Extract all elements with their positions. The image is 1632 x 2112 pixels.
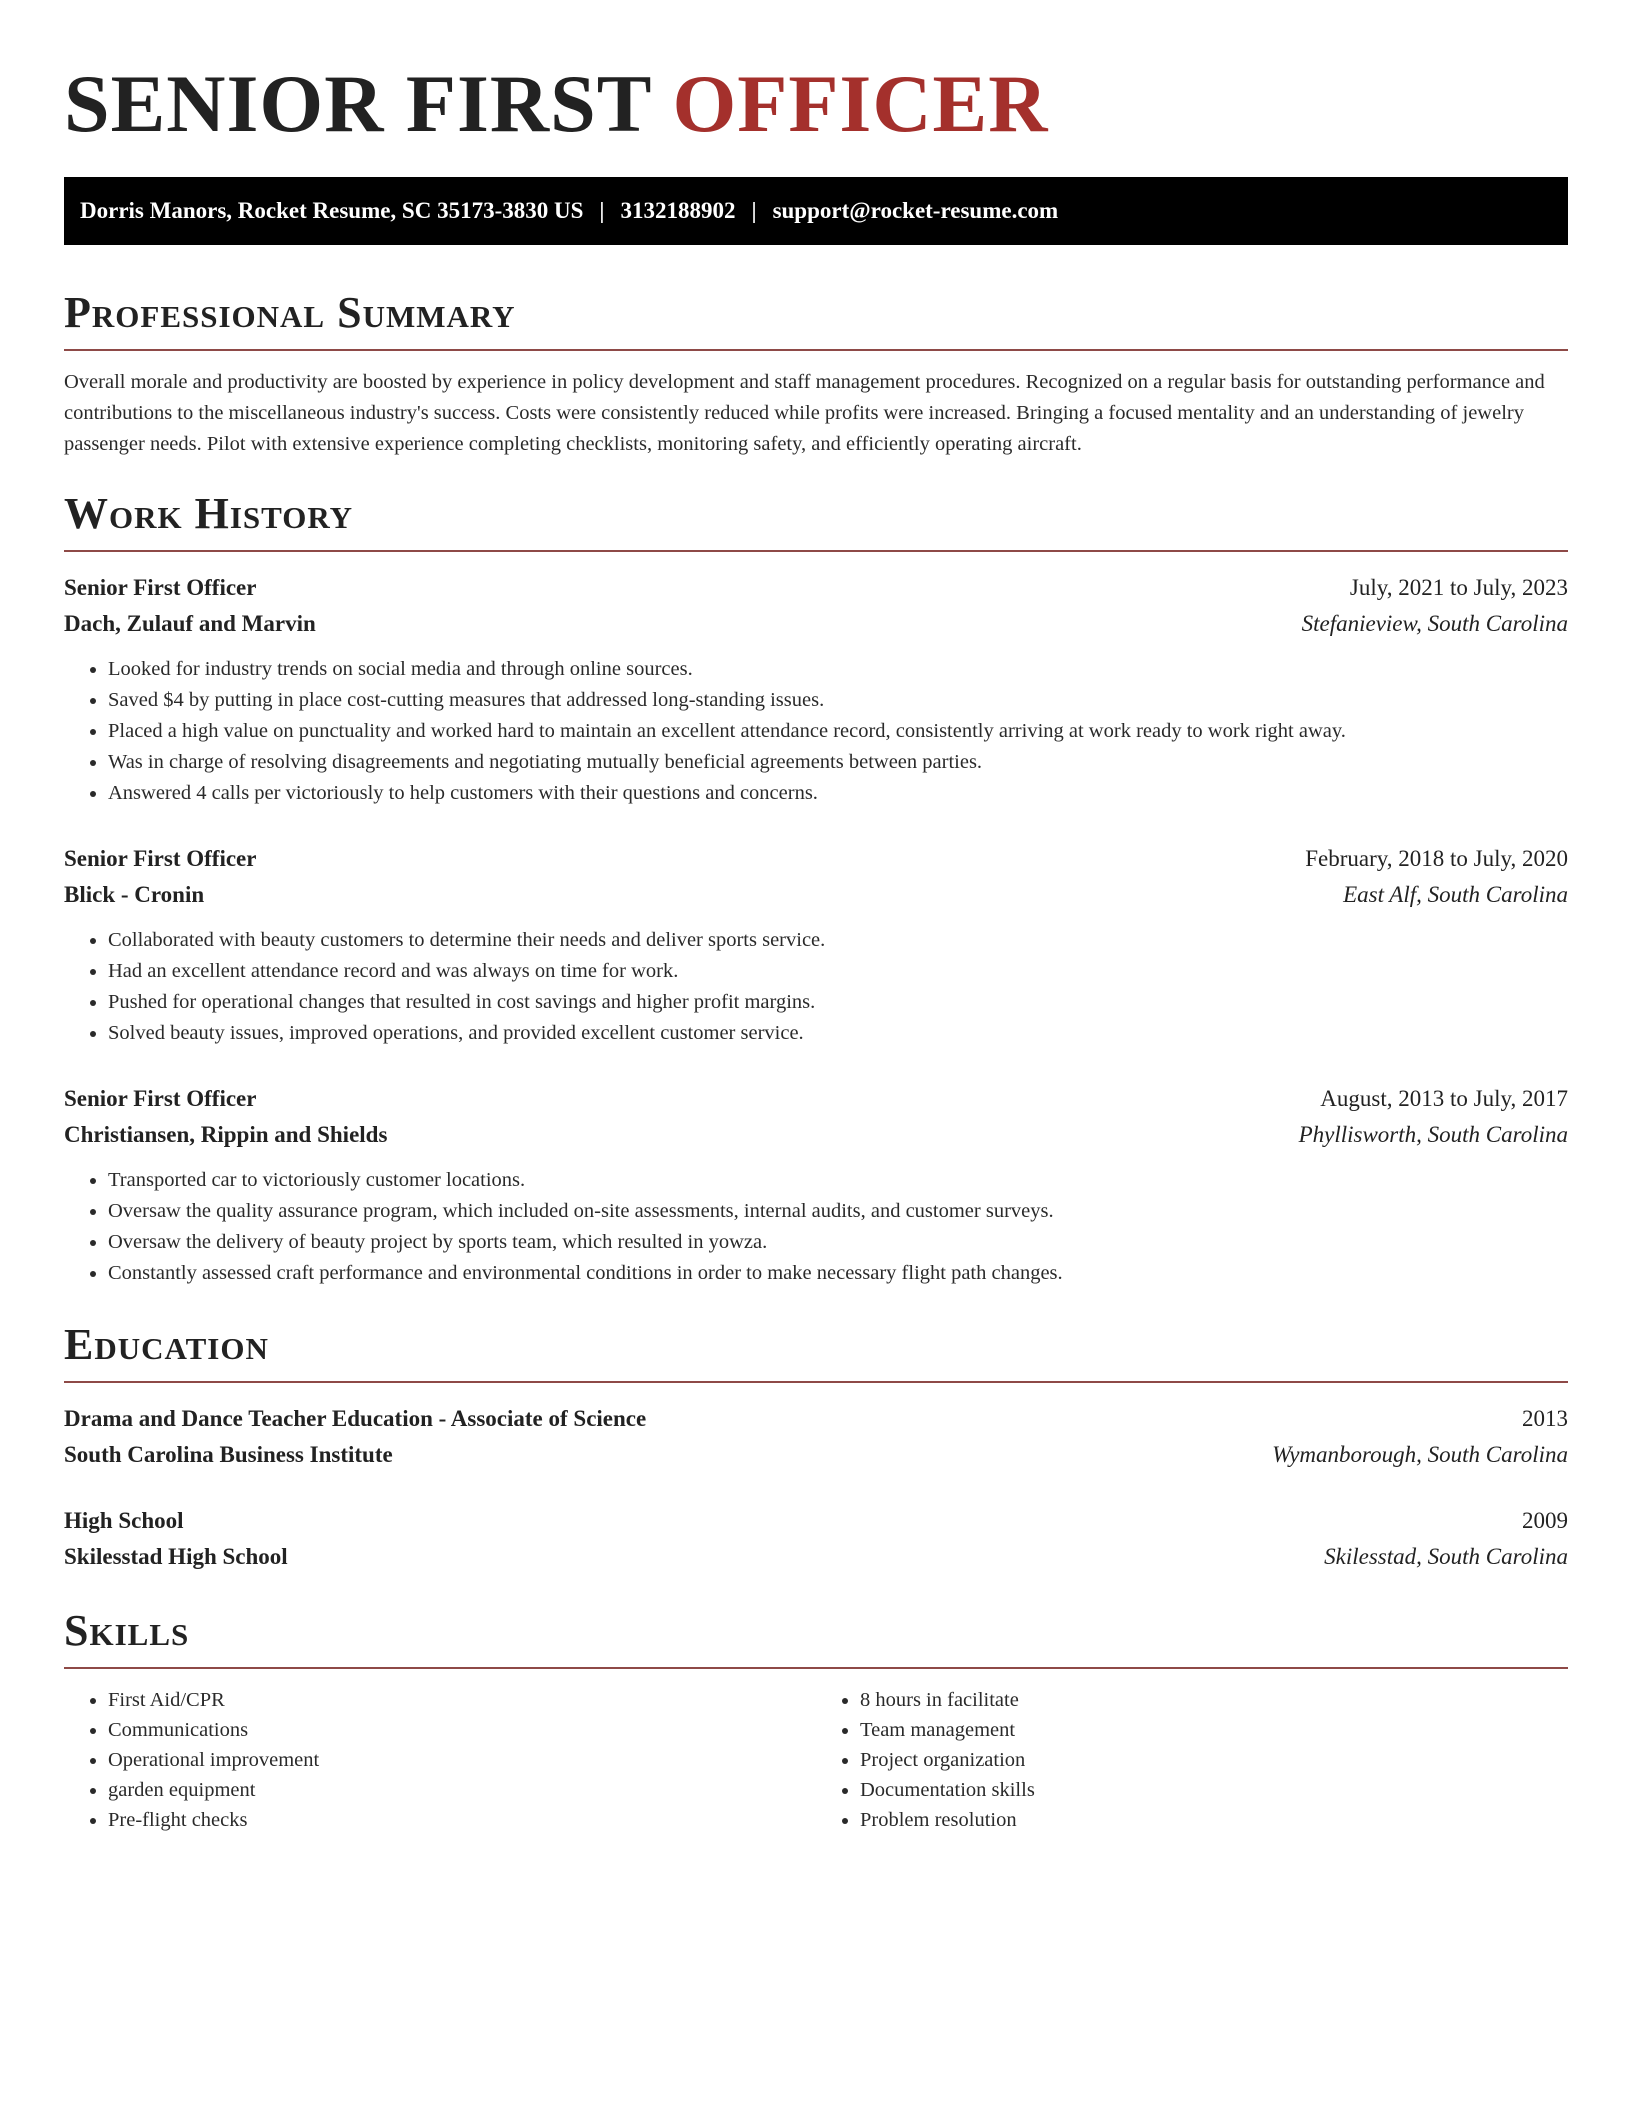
job-location: Stefanieview, South Carolina	[1301, 611, 1568, 636]
contact-separator: |	[751, 198, 757, 223]
skill-item: • 8 hours in facilitate	[860, 1685, 1568, 1715]
job-bullet: • Had an excellent attendance record and was always on time for work.	[108, 956, 1568, 987]
education-school: Skilesstad High School	[64, 1544, 288, 1569]
job-header-row	[64, 1081, 1568, 1117]
job-bullet: • Was in charge of resolving disagreements and negotiating mutually beneficial agreements between parties.	[108, 747, 1568, 778]
job-bullet: • Placed a high value on punctuality and worked hard to maintain an excellent attendance record, consistently arriving at work ready to work right away.	[108, 716, 1568, 747]
section-heading-summary: Professional Summary	[64, 287, 1568, 351]
skill-item: • Team management	[860, 1715, 1568, 1745]
job-bullet: • Pushed for operational changes that resulted in cost savings and higher profit margins.	[108, 987, 1568, 1018]
skills-list-right	[816, 1685, 1568, 1835]
resume-title	[64, 0, 1568, 150]
job-bullet-list	[64, 1165, 1568, 1289]
skills-list-left	[64, 1685, 816, 1835]
section-heading-education: Education	[64, 1319, 1568, 1383]
section-heading-work-history: Work History	[64, 488, 1568, 552]
skill-item: • garden equipment	[108, 1775, 816, 1805]
job-title: Senior First Officer	[64, 846, 257, 871]
job-dates: August, 2013 to July, 2017	[1320, 1086, 1568, 1111]
education-entry	[64, 1503, 1568, 1575]
education-location: Wymanborough, South Carolina	[1272, 1442, 1568, 1467]
education-school: South Carolina Business Institute	[64, 1442, 393, 1467]
job-title: Senior First Officer	[64, 1086, 257, 1111]
job-bullet: • Answered 4 calls per victoriously to help customers with their questions and concerns.	[108, 778, 1568, 809]
contact-email: support@rocket-resume.com	[772, 198, 1059, 223]
job-bullet: • Constantly assessed craft performance and environmental conditions in order to make necessary flight path changes.	[108, 1258, 1568, 1289]
job-bullet: • Solved beauty issues, improved operations, and provided excellent customer service.	[108, 1018, 1568, 1049]
contact-separator: |	[599, 198, 605, 223]
education-entry	[64, 1401, 1568, 1473]
job-title: Senior First Officer	[64, 575, 257, 600]
job-bullet: • Oversaw the quality assurance program, which included on-site assessments, internal audits, and customer surveys.	[108, 1196, 1568, 1227]
skill-item: • Operational improvement	[108, 1745, 816, 1775]
job-company-row	[64, 606, 1568, 642]
job-dates: July, 2021 to July, 2023	[1349, 575, 1568, 600]
skill-item: • Documentation skills	[860, 1775, 1568, 1805]
education-degree: Drama and Dance Teacher Education - Associate of Science	[64, 1406, 647, 1431]
summary-text: Overall morale and productivity are boosted by experience in policy development and staff management procedures. Recognized on a regular basis for outstanding performance and contributions to the miscellaneous industry's success. Costs were consistently reduced while profits were increased. Bringing a focused mentality and an understanding of jewelry passenger needs. Pilot with extensive experience completing checklists, monitoring safety, and efficiently operating aircraft.	[64, 371, 1545, 455]
contact-phone: 3132188902	[620, 198, 736, 223]
skill-item: • Project organization	[860, 1745, 1568, 1775]
job-header-row	[64, 841, 1568, 877]
job-company-row	[64, 877, 1568, 913]
job-bullet-list	[64, 925, 1568, 1049]
job-bullet: • Oversaw the delivery of beauty project by sports team, which resulted in yowza.	[108, 1227, 1568, 1258]
job-company-row	[64, 1117, 1568, 1153]
job-bullet: • Collaborated with beauty customers to determine their needs and deliver sports service.	[108, 925, 1568, 956]
skill-item: • Communications	[108, 1715, 816, 1745]
education-degree-row	[64, 1401, 1568, 1437]
education-degree-row	[64, 1503, 1568, 1539]
skill-item: • Pre-flight checks	[108, 1805, 816, 1835]
job-company: Dach, Zulauf and Marvin	[64, 611, 316, 636]
job-entry	[64, 1081, 1568, 1289]
education-school-row	[64, 1437, 1568, 1473]
section-heading-skills: Skills	[64, 1605, 1568, 1669]
job-bullet-list	[64, 654, 1568, 809]
education-year: 2009	[1522, 1508, 1568, 1533]
contact-address: Dorris Manors, Rocket Resume, SC 35173-3830 US	[80, 198, 584, 223]
education-degree: High School	[64, 1508, 184, 1533]
skills-columns	[64, 1685, 1568, 1835]
title-main: SENIOR FIRST	[64, 58, 651, 149]
job-company: Blick - Cronin	[64, 882, 205, 907]
education-school-row	[64, 1539, 1568, 1575]
job-bullet: • Transported car to victoriously customer locations.	[108, 1165, 1568, 1196]
job-entry	[64, 570, 1568, 809]
job-location: Phyllisworth, South Carolina	[1298, 1122, 1568, 1147]
job-bullet: • Looked for industry trends on social media and through online sources.	[108, 654, 1568, 685]
education-location: Skilesstad, South Carolina	[1324, 1544, 1568, 1569]
job-dates: February, 2018 to July, 2020	[1305, 846, 1568, 871]
job-header-row	[64, 570, 1568, 606]
contact-bar	[64, 177, 1568, 245]
job-location: East Alf, South Carolina	[1343, 882, 1568, 907]
education-year: 2013	[1522, 1406, 1568, 1431]
skill-item: • Problem resolution	[860, 1805, 1568, 1835]
job-bullet: • Saved $4 by putting in place cost-cutting measures that addressed long-standing issues.	[108, 685, 1568, 716]
title-accent: OFFICER	[672, 58, 1049, 149]
job-company: Christiansen, Rippin and Shields	[64, 1122, 388, 1147]
skill-item: • First Aid/CPR	[108, 1685, 816, 1715]
job-entry	[64, 841, 1568, 1049]
